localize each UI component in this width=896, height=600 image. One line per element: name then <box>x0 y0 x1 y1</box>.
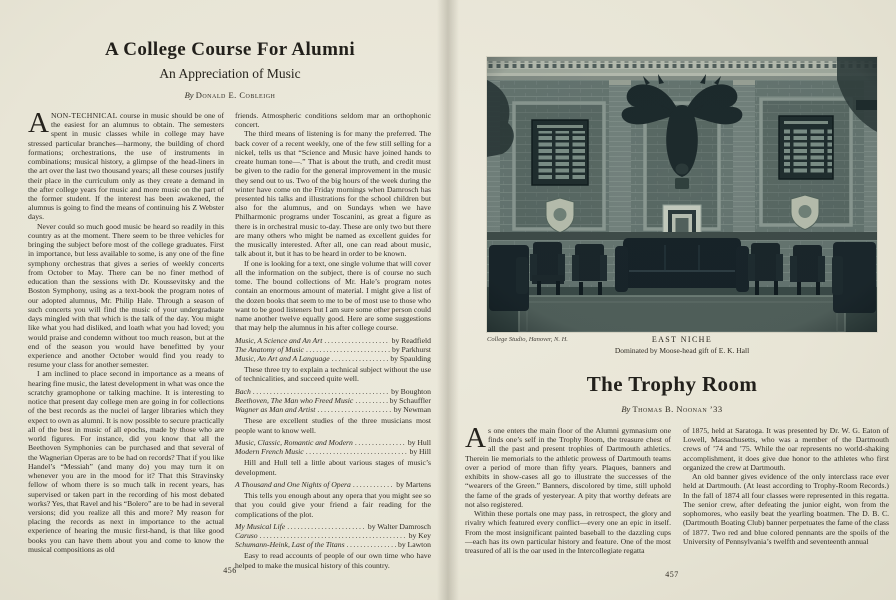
dot-leader <box>253 387 389 396</box>
dot-leader <box>355 396 387 405</box>
paragraph-text: s one enters the main floor of the Alumni gymnasium one finds one’s self in the Trophy Room, the treasure chest of all the past and present trophies of Dartmouth athletics. Therein lie memorials to the athletic prowess of Dartmouth teams over a period of more than fifty years. Plaques, banners and exhibits in show-cases all go to illustrate the successes of the “wearers of the Green.” Banners, discolored by time, still uphold the fame of the grads of yesteryear. A pity that worthy defeats are not also registered. <box>465 426 671 509</box>
dot-leader <box>317 405 391 414</box>
photo-caption-subtitle: Dominated by Moose-head gift of E. K. Hall <box>614 346 750 355</box>
book-group-note: Easy to read accounts of people of our own time who have helped to make the musical history of this country. <box>235 551 431 570</box>
book-author: by Spaulding <box>390 353 431 363</box>
book-list-item <box>235 354 431 363</box>
paragraph: Never could so much good music be heard so readily in this country as at the moment. There seem to be three vehicles for bringing the subject before most of the college graduates. First in importance, but less available to some, is any one of the fine symphony orchestras that gives a series of weekly concerts from October to May. There can be no finer method of education than the sessions with Dr. Koussevitsky and the Boston Symphony, using as a text-book the program notes of our adopted alumnus, Mr. Philip Hale. Through a season of such concerts you will find the music of your undergraduate days mingled with that which is the talk of the day. You might like what you had disliked, and loath what you had loved; you would praise and condemn without too much reason, but at the end of the season you would have benefitted by your experience and another October would find you ready to resume your class for another semester. <box>28 221 224 370</box>
paragraph: of 1875, held at Saratoga. It was presented by Dr. W. G. Eaton of Lowell, Massachusetts, who was a member of the Dartmouth crews of ’74 and ’75. While the oar represents no world-shaking accomplishment, it does give due honor to the athletes who first organized the crew at Dartmouth. <box>683 426 889 472</box>
book-list-item <box>235 387 431 396</box>
book-title: Beethoven, The Man who Freed Music <box>235 395 354 405</box>
book-author: by Key <box>408 530 431 540</box>
book-title: Caruso <box>235 530 258 540</box>
book-title: Music, An Art and A Language <box>235 353 330 363</box>
byline-prefix: By <box>184 89 194 100</box>
book-group-note: These three try to explain a technical subject without the use of technicalities, and succeed quite well. <box>235 365 431 384</box>
paragraph: An old banner gives evidence of the only interclass race ever held at Dartmouth. (At least according to Trophy-Room Records.) In the fall of 1874 all four classes were represented in this regatta. The senior crew, after defeating the junior eight, won from the sophomores, who easily beat the yearling boatmen. The D. B. C. (Dartmouth Boating Club) banner perpetuates the fame of the class of 1877. Two red and blue colored pennants are the spoils of the University of Pennsylvania’s twelfth and seventeenth annual <box>683 472 889 546</box>
book-list-item <box>235 531 431 540</box>
book-author: by Newman <box>393 405 431 415</box>
photo-caption-title: EAST NICHE <box>651 335 713 344</box>
book-list-group-1 <box>235 336 431 364</box>
page-number-left: 456 <box>223 566 237 575</box>
paragraph: Within these portals one may pass, in retrospect, the glory and rivalry which featured every conflict—every one an epic in itself. From the most insignificant painted baseball to the dazzling cups—each has its own particular history and feature. One of the most treasured of all is the oar used in the Intercollegiate regatta <box>465 509 671 556</box>
book-list-item <box>235 336 431 345</box>
byline-prefix: By <box>621 404 631 414</box>
book-author: by Boughton <box>391 386 431 396</box>
book-author: by Walter Damrosch <box>367 521 431 531</box>
article-title: The Trophy Room <box>586 372 758 396</box>
book-list-group-2 <box>235 387 431 415</box>
right-column-1 <box>465 422 671 556</box>
book-title: Bach <box>235 386 251 396</box>
book-list-item <box>235 396 431 405</box>
book-title: Modern French Music <box>235 447 304 457</box>
book-list-item <box>235 480 431 489</box>
paragraph: I am inclined to place second in importance as a means of hearing fine music, the latest development in what was once the scratchy gramophone or talking machine. It is interesting to notice that present day college men are going in for collections of the best records as the nuclei of larger libraries which they expect to own as alumni. It is now possible to secure practically all of the best in music of all epochs, made by those who are world figures. For instance, did you know that all the Beethoven Symphonies can be purchased and that several of the Wagnerian Operas are to be had on records? That if you like Handel’s “Messiah” (and many do) you may turn it on whenever you are in the mood for it? That this Stravinsky fellow of whom there is so much talk in recent years, has supervised or taken part in the recording of his most debated works? Yes, that Ravel and his “Bolero” are to be had in several versions; did you realize all this and more? My reason for placing the records as next in importance to the actual experience of hearing the music first-hand, is that like good books you can have them about you and come to know the musical compositions as old <box>28 369 224 554</box>
text-columns <box>465 422 889 556</box>
left-column-2 <box>235 111 431 573</box>
photo-vignette <box>487 57 877 332</box>
dot-leader <box>347 540 396 549</box>
book-title: My Musical Life <box>235 521 286 531</box>
book-group-note: These are excellent studies of the three musicians most people want to know well. <box>235 416 431 435</box>
text-columns <box>28 106 432 573</box>
article-subtitle: An Appreciation of Music <box>159 65 301 81</box>
page-number-right: 457 <box>665 570 679 579</box>
paragraph: The third means of listening is for many the preferred. The back cover of a recent weekly, one of the few still selling for a nickel, tells us that “Science and Music have joined hands to create human tone—.” That is about the truth, and credit must be given to the radio for the general improvement in the music they send out to us. Two of the big hours of the week during the winter have come on the Friday mornings when Damrosch has presented his talks and illustrations for the school children but also for the alumnus, and on Sundays when we have Philharmonic programs under Toscanini, as great a figure as there is in orchestral music to-day. These are only two but there are many others who might be named as excellent guides for the musically interested. After all, one can read about music, talk about it, but it has to be heard in order to be known. <box>235 129 431 259</box>
book-group-note: Hill and Hull tell a little about various stages of music’s development. <box>235 458 431 477</box>
book-list-group-3 <box>235 438 431 456</box>
book-author: by Hull <box>407 437 431 447</box>
photo-credit: College Studio, Hanover, N. H. <box>487 336 568 343</box>
book-group-note: This tells you enough about any opera that you might see so that you could give your friend a fair reading for the complications of the plot. <box>235 491 431 519</box>
paragraph-text: course in music should be one of the easiest for an alumnus to obtain. The semesters spent in music classes while in college may have stressed particular branches—harmony, the building of chord formations; orchestrations, the use of instruments in combinations; musical history, a glimpse of the head-liners in the art over the last two thousand years; all these courses justify their place in the curriculum only as they create a demand in the after college years for music and more music on the part of the former student. If the interest has been awakened, the alumnus is going to find the means of continuing his Z Webster days. <box>28 110 224 222</box>
dot-leader <box>306 447 408 456</box>
left-column-1 <box>28 106 224 573</box>
book-author: by Martens <box>396 479 431 489</box>
book-title: The Anatomy of Music <box>235 344 304 354</box>
right-page <box>452 0 892 600</box>
drop-cap: A <box>28 106 49 139</box>
book-list-item <box>235 522 431 531</box>
dot-leader <box>332 354 389 363</box>
byline <box>28 90 432 100</box>
book-title: Music, A Science and An Art <box>235 335 323 345</box>
paragraph: If one is looking for a text, one single volume that will cover all the information on the subject, there is of course no such tome. The bound collections of Mr. Hale’s program notes contain an enormous amount of material. I might give a list of the dozen books that seem to me to be of most use to those who want to be good listeners but I am sure some other person could name another twelve equally good. Here are some suggestions that may help the alumnus in his after college course. <box>235 258 431 333</box>
dot-leader <box>306 345 390 354</box>
book-list-item <box>235 345 431 354</box>
article-title: A College Course For Alumni <box>104 39 356 60</box>
photo-caption <box>487 335 877 355</box>
book-list-group-4 <box>235 480 431 489</box>
right-column-2 <box>683 426 889 555</box>
book-list-item <box>235 405 431 414</box>
book-title: Schumann-Heink, Last of the Titans <box>235 540 345 550</box>
book-author: by Parkhurst <box>392 344 431 354</box>
trophy-room-photo <box>487 57 877 332</box>
book-list-item <box>235 438 431 447</box>
dot-leader <box>353 480 394 489</box>
paragraph <box>465 422 671 509</box>
book-author: by Schauffler <box>389 395 431 405</box>
book-author: by Hill <box>409 447 431 457</box>
book-title: Music, Classic, Romantic and Modern <box>235 437 353 447</box>
byline-author: Thomas B. Noonan ’33 <box>632 404 723 414</box>
drop-cap: A <box>465 422 486 454</box>
book-author: by Lawton <box>398 540 431 550</box>
paragraph: friends. Atmospheric conditions seldom mar an orthophonic concert. <box>235 110 431 130</box>
dot-leader <box>324 336 389 345</box>
book-title: A Thousand and One Nights of Opera <box>235 479 351 489</box>
dot-leader <box>287 522 366 531</box>
book-title: Wagner as Man and Artist <box>235 405 316 415</box>
dot-leader <box>260 531 407 540</box>
byline-author: Donald E. Cobleigh <box>195 89 276 100</box>
dot-leader <box>355 438 406 447</box>
paragraph <box>28 106 224 222</box>
byline <box>452 404 892 414</box>
book-author: by Readfield <box>391 335 431 345</box>
lead-phrase: NON-TECHNICAL <box>50 110 118 120</box>
book-list-item <box>235 447 431 456</box>
book-list-item <box>235 540 431 549</box>
book-list-group-5 <box>235 522 431 550</box>
left-page <box>28 0 432 600</box>
trophy-room-photo-illustration <box>487 57 877 332</box>
